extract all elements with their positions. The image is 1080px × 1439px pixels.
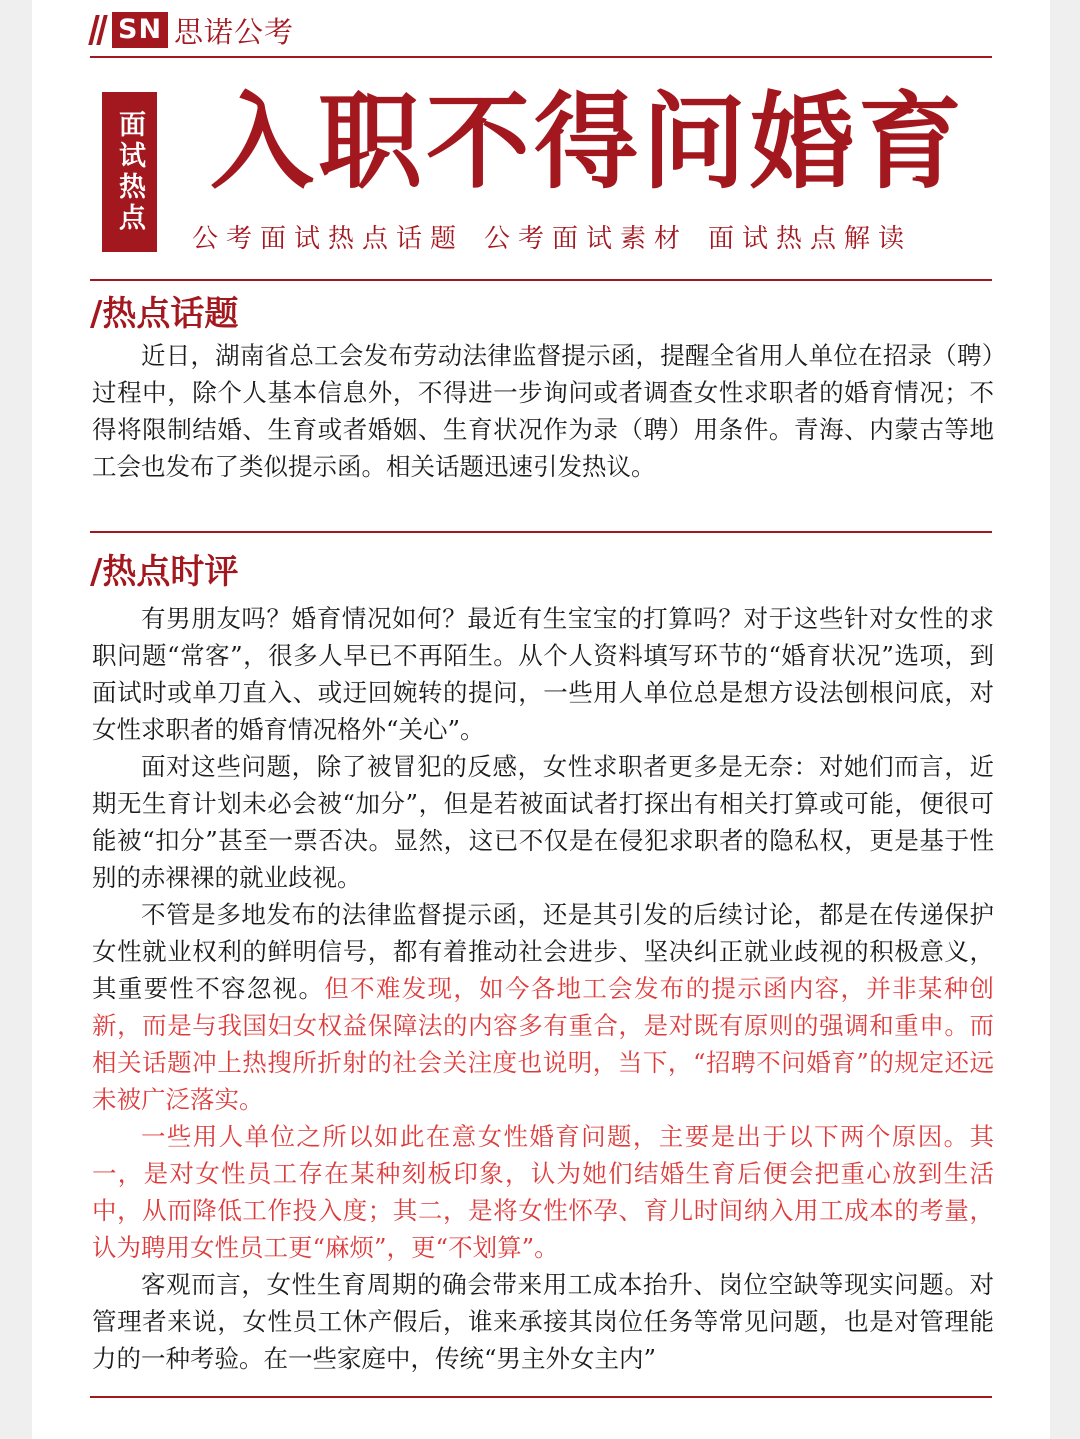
brand-name: 思诺公考: [174, 14, 295, 49]
footer-divider: [90, 1396, 992, 1398]
topic-badge: 面试热点: [102, 92, 157, 252]
header-divider: [90, 56, 992, 58]
highlighted-text: 但不难发现，如今各地工会发布的提示函内容，并非某种创新，而是与我国妇女权益保障法的内容多有重合，是对既有原则的强调和重申。而相关话题冲上热搜所折射的社会关注度也说明，当下，“招聘不问婚育”的规定还远未被广泛落实。: [92, 974, 994, 1114]
title-divider: [90, 279, 992, 281]
paragraph: 客观而言，女性生育周期的确会带来用工成本抬升、岗位空缺等现实问题。对管理者来说，女性员工休产假后，谁来承接其岗位任务等常见问题，也是对管理能力的一种考验。在一些家庭中，传统“男主外女主内”: [92, 1270, 994, 1373]
brand-logo: [90, 8, 294, 52]
paragraph: 近日，湖南省总工会发布劳动法律监督提示函，提醒全省用人单位在招录（聘）过程中，除个人基本信息外，不得进一步询问或者调查女性求职者的婚育情况；不得将限制结婚、生育或者婚姻、生育状况作为录（聘）用条件。青海、内蒙古等地工会也发布了类似提示函。相关话题迅速引发热议。: [92, 341, 994, 481]
paragraph-text: 不管是多地发布的法律监督提示函，还是其引发的后续讨论，都是在传递保护女性就业权利的鲜明信号，都有着推动社会进步、坚决纠正就业歧视的积极意义，其重要性不容忽视。: [92, 900, 994, 1003]
brand-slash-icon: [90, 13, 108, 47]
highlighted-paragraph: 一些用人单位之所以如此在意女性婚育问题，主要是出于以下两个原因。其一，是对女性员工存在某种刻板印象，认为她们结婚生育后便会把重心放到生活中，从而降低工作投入度；其二，是将女性怀孕、育儿时间纳入用工成本的考量，认为聘用女性员工更“麻烦”，更“不划算”。: [92, 1122, 994, 1262]
section-title-commentary: /热点时评: [90, 552, 239, 592]
paragraph: [92, 896, 994, 1118]
article-page: [32, 0, 1050, 1439]
subtitle-item: 公考面试热点话题: [192, 224, 465, 254]
subtitle-row: [192, 218, 972, 255]
paragraph: 面对这些问题，除了被冒犯的反感，女性求职者更多是无奈：对她们而言，近期无生育计划未必会被“加分”，但是若被面试者打探出有相关打算或可能，便很可能被“扣分”甚至一票否决。显然，这已不仅是在侵犯求职者的隐私权，更是基于性别的赤裸裸的就业歧视。: [92, 752, 994, 892]
section-divider: [90, 531, 992, 533]
paragraph: 有男朋友吗？婚育情况如何？最近有生宝宝的打算吗？对于这些针对女性的求职问题“常客”，很多人早已不再陌生。从个人资料填写环节的“婚育状况”选项，到面试时或单刀直入、或迂回婉转的提问，一些用人单位总是想方设法刨根问底，对女性求职者的婚育情况格外“关心”。: [92, 604, 994, 744]
subtitle-item: 公考面试素材: [484, 224, 689, 254]
section-title-hot-topic: /热点话题: [90, 294, 239, 334]
subtitle-item: 面试热点解读: [708, 224, 913, 254]
page-title: 入职不得问婚育: [210, 81, 967, 203]
brand-logo-mark: SN: [112, 12, 168, 48]
section-body-hot-topic: [92, 337, 994, 485]
section-body-commentary: [92, 600, 994, 1377]
